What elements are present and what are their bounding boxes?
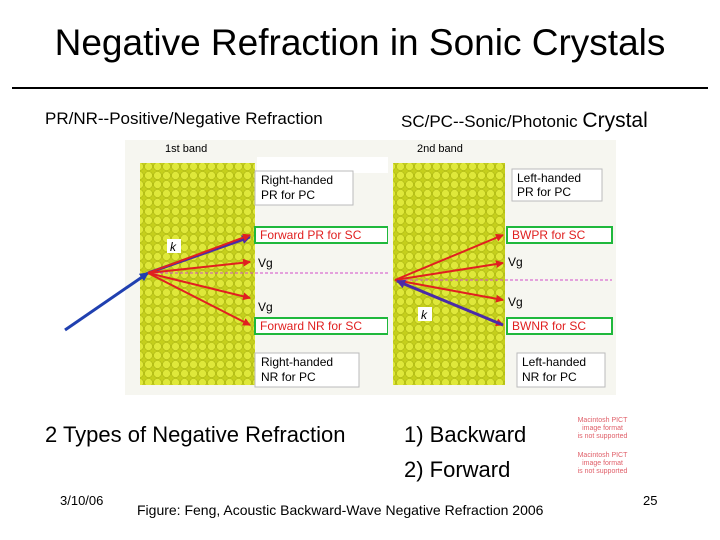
left-label-forward-nr: Forward NR for SC: [260, 319, 363, 333]
slide-date: 3/10/06: [60, 493, 104, 508]
pict-placeholder-1-line3: is not supported: [577, 433, 628, 440]
right-panel: [388, 140, 616, 395]
right-k-label: k: [421, 308, 427, 322]
right-label-bottom-1: Left-handed: [522, 355, 587, 369]
left-label-bottom-2: NR for PC: [261, 370, 316, 384]
pict-placeholder-2-line3: is not supported: [577, 468, 628, 475]
pict-placeholder-2-line2: image format: [582, 460, 623, 467]
pict-placeholder-2: [560, 452, 645, 476]
left-label-vg-lower: Vg: [258, 300, 273, 314]
list-item-backward: 1) Backward: [404, 422, 527, 447]
left-panel: [65, 140, 390, 395]
header-right-main: SC/PC--Sonic/Photonic: [401, 112, 583, 131]
pict-placeholder-1-line2: image format: [582, 425, 623, 432]
title-divider: [12, 87, 708, 89]
right-label-bwpr: BWPR for SC: [512, 228, 586, 242]
refraction-figure: [0, 135, 720, 395]
right-label-top-2: PR for PC: [517, 185, 572, 199]
list-item-forward: 2) Forward: [404, 457, 511, 482]
figure-caption: Figure: Feng, Acoustic Backward-Wave Negative Refraction 2006: [137, 502, 544, 518]
right-label-vg-lower: Vg: [508, 295, 523, 309]
header-right: [401, 109, 648, 133]
pict-placeholder-1: [560, 417, 645, 441]
left-k-label: k: [170, 240, 176, 254]
header-left: PR/NR--Positive/Negative Refraction: [45, 109, 323, 128]
right-label-bottom-2: NR for PC: [522, 370, 577, 384]
pict-placeholder-1-line1: Macintosh PICT: [577, 417, 628, 424]
left-crystal: [140, 163, 255, 385]
subtitle-left: 2 Types of Negative Refraction: [45, 422, 346, 447]
right-band-label: 2nd band: [417, 143, 463, 155]
page-number: 25: [643, 493, 658, 508]
left-label-top-2: PR for PC: [261, 188, 316, 202]
slide-title: Negative Refraction in Sonic Crystals: [54, 22, 666, 63]
right-label-bwnr: BWNR for SC: [512, 319, 587, 333]
left-label-top-1: Right-handed: [261, 173, 334, 187]
right-label-vg-upper: Vg: [508, 255, 523, 269]
pict-placeholder-2-line1: Macintosh PICT: [577, 452, 628, 459]
left-label-bottom-1: Right-handed: [261, 355, 334, 369]
header-right-tail: Crystal: [582, 109, 648, 132]
left-label-vg-upper: Vg: [258, 256, 273, 270]
left-label-forward-pr: Forward PR for SC: [260, 228, 362, 242]
left-band-label: 1st band: [165, 143, 208, 155]
right-label-top-1: Left-handed: [517, 171, 582, 185]
